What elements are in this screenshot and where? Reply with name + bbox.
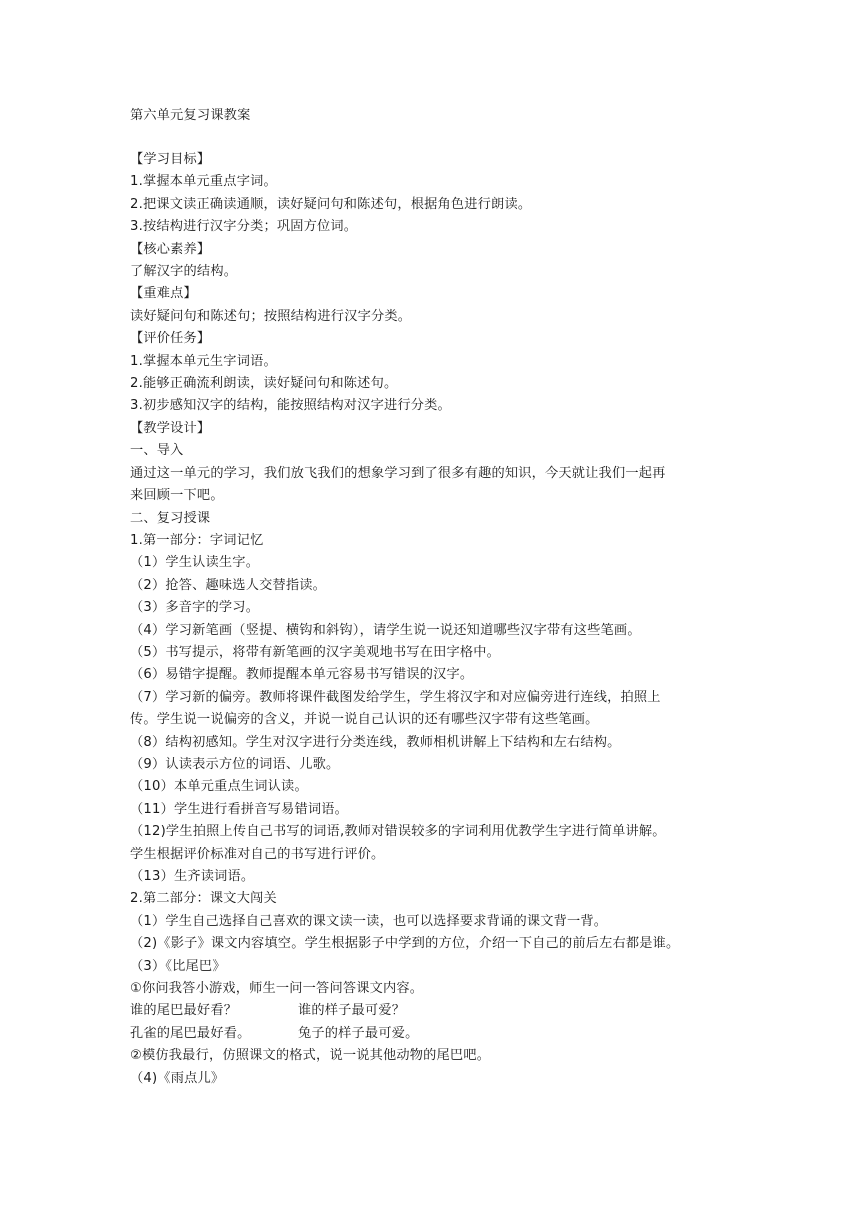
text-line: 【教学设计】 xyxy=(130,420,211,436)
text-line: （6）易错字提醒。教师提醒本单元容易书写错误的汉字。 xyxy=(130,667,474,683)
qa-pair-row xyxy=(130,1023,740,1045)
text-line: （3）《比尾巴》 xyxy=(130,958,226,974)
qa-answer-right: 兔子的样子最可爱。 xyxy=(298,1025,419,1041)
text-line: 3.按结构进行汉字分类；巩固方位词。 xyxy=(130,219,358,235)
qa-pair-row xyxy=(130,1000,740,1022)
qa-question-left: 谁的尾巴最好看？ xyxy=(130,1003,238,1019)
text-line: （4)《雨点儿》 xyxy=(130,1070,225,1086)
text-line: 【评价任务】 xyxy=(130,331,211,347)
qa-question-right: 谁的样子最可爱？ xyxy=(298,1003,406,1019)
document-title: 第六单元复习课教案 xyxy=(130,108,251,123)
text-line: 【重难点】 xyxy=(130,286,197,302)
text-line: 学生根据评价标准对自己的书写进行评价。 xyxy=(130,846,385,862)
text-line: （4）学习新笔画（竖提、横钩和斜钩），请学生说一说还知道哪些汉字带有这些笔画。 xyxy=(130,622,641,638)
text-line: 了解汉字的结构。 xyxy=(130,264,238,280)
text-line: 【核心素养】 xyxy=(130,241,211,257)
text-line: 2.能够正确流利朗读，读好疑问句和陈述句。 xyxy=(130,376,398,392)
text-line: （1）学生自己选择自己喜欢的课文读一读，也可以选择要求背诵的课文背一背。 xyxy=(130,913,608,929)
text-line: （9）认读表示方位的词语、儿歌。 xyxy=(130,756,340,772)
text-line: （13）生齐读词语。 xyxy=(130,869,255,884)
text-line: 2.第二部分：课文大闯关 xyxy=(130,891,277,907)
text-line: 二、复习授课 xyxy=(130,510,211,526)
text-line: 【学习目标】 xyxy=(130,152,211,167)
text-line: 通过这一单元的学习，我们放飞我们的想象学习到了很多有趣的知识，今天就让我们一起再 xyxy=(130,465,666,481)
text-line: ①你问我答小游戏，师生一问一答问答课文内容。 xyxy=(130,981,424,997)
text-line: （10）本单元重点生词认读。 xyxy=(130,779,308,795)
document-page xyxy=(130,105,740,1090)
text-line: （11）学生进行看拼音写易错词语。 xyxy=(130,801,348,817)
text-line: （2)《影子》课文内容填空。学生根据影子中学到的方位，介绍一下自己的前后左右都是谁。 xyxy=(130,936,680,952)
text-line: （12)学生拍照上传自己书写的词语,教师对错误较多的字词利用优教学生字进行简单讲解。 xyxy=(130,824,666,840)
text-line: ②模仿我最行，仿照课文的格式，说一说其他动物的尾巴吧。 xyxy=(130,1048,491,1064)
text-line: 1.第一部分：字词记忆 xyxy=(130,532,264,548)
text-line: 1.掌握本单元生字词语。 xyxy=(130,353,277,369)
text-line: 来回顾一下吧。 xyxy=(130,488,224,504)
qa-answer-left: 孔雀的尾巴最好看。 xyxy=(130,1025,251,1041)
text-line: （8）结构初感知。学生对汉字进行分类连线，教师相机讲解上下结构和左右结构。 xyxy=(130,734,621,750)
text-line: （5）书写提示，将带有新笔画的汉字美观地书写在田字格中。 xyxy=(130,644,501,660)
document-body xyxy=(130,149,740,1000)
text-line: 传。学生说一说偏旁的含义，并说一说自己认识的还有哪些汉字带有这些笔画。 xyxy=(130,712,599,728)
text-line: （2）抢答、趣味选人交替指读。 xyxy=(130,577,327,593)
text-line: 3.初步感知汉字的结构，能按照结构对汉字进行分类。 xyxy=(130,398,451,414)
text-line: （1）学生认读生字。 xyxy=(130,555,260,571)
text-line: （3）多音字的学习。 xyxy=(130,600,260,616)
text-line: 读好疑问句和陈述句；按照结构进行汉字分类。 xyxy=(130,308,412,324)
text-line: 2.把课文读正确读通顺，读好疑问句和陈述句，根据角色进行朗读。 xyxy=(130,196,532,212)
document-tail xyxy=(130,1045,740,1090)
text-line: 1.掌握本单元重点字词。 xyxy=(130,174,277,190)
text-line: 一、导入 xyxy=(130,443,184,459)
text-line: （7）学习新的偏旁。教师将课件截图发给学生，学生将汉字和对应偏旁进行连线，拍照上 xyxy=(130,689,661,705)
